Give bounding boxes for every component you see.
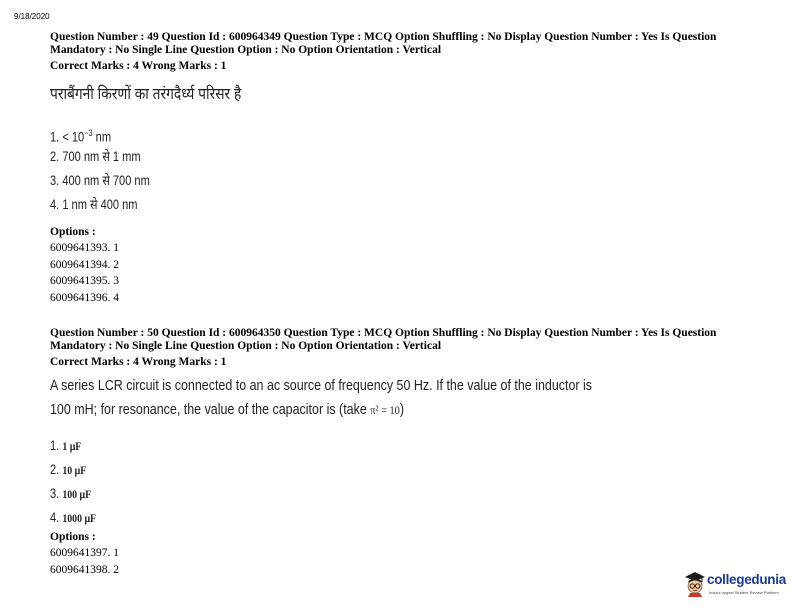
option-id-1: 6009641397. 1 [50, 547, 119, 559]
collegedunia-logo [684, 569, 784, 603]
option-id-1: 6009641393. 1 [50, 242, 119, 254]
question-block-49 [50, 31, 770, 306]
choice-list [50, 121, 770, 217]
choice-1: 1. 1 μF [50, 438, 82, 453]
option-id-4: 6009641396. 4 [50, 291, 119, 304]
option-id-3: 6009641395. 3 [50, 275, 119, 287]
logo-wordmark: collegedunia [707, 572, 786, 587]
choice-3: 3. 400 nm से 700 nm [50, 173, 150, 188]
choice-1: 1. < $10^{-3}$ nm [50, 128, 112, 145]
choice-list [50, 434, 770, 530]
option-id-2: 6009641398. 2 [50, 563, 119, 576]
choice-2: 2. 700 nm से 1 mm [50, 149, 141, 164]
logo-tagline: India's largest Student Review Platform [709, 590, 779, 595]
student-mascot-icon [684, 571, 706, 597]
question-meta-line-1: Question Number : 49 Question Id : 600964349 Question Type : MCQ Option Shuffling : No Display Question Number : Yes Is Question [50, 31, 717, 43]
option-id-2: 6009641394. 2 [50, 258, 119, 271]
question-block-50 [50, 327, 770, 578]
choice-3: 3. 100 μF [50, 486, 92, 501]
question-text-line-2: 100 mH; for resonance, the value of the capacitor is (take π² = 10) [50, 402, 405, 418]
question-meta-line-2: Mandatory : No Single Line Question Option : No Option Orientation : Vertical [50, 44, 442, 56]
question-marks: Correct Marks : 4 Wrong Marks : 1 [50, 356, 227, 368]
question-text-line-1: A series LCR circuit is connected to an ac source of frequency 50 Hz. If the value of the inductor is [50, 378, 593, 394]
question-meta-line-2: Mandatory : No Single Line Question Option : No Option Orientation : Vertical [50, 340, 442, 352]
print-date: 9/18/2020 [14, 12, 50, 21]
choice-2: 2. 10 μF [50, 462, 87, 477]
math-expression: π² = 10 [370, 403, 400, 417]
question-meta-line-1: Question Number : 50 Question Id : 600964350 Question Type : MCQ Option Shuffling : No Display Question Number : Yes Is Question [50, 327, 717, 339]
choice-4: 4. 1000 μF [50, 510, 97, 525]
options-heading: Options : [50, 226, 96, 238]
options-heading: Options : [50, 531, 96, 543]
question-marks: Correct Marks : 4 Wrong Marks : 1 [50, 60, 227, 72]
choice-4: 4. 1 nm से 400 nm [50, 197, 138, 212]
question-text: पराबैंगनी किरणों का तरंगदैर्ध्य परिसर है [50, 86, 242, 103]
